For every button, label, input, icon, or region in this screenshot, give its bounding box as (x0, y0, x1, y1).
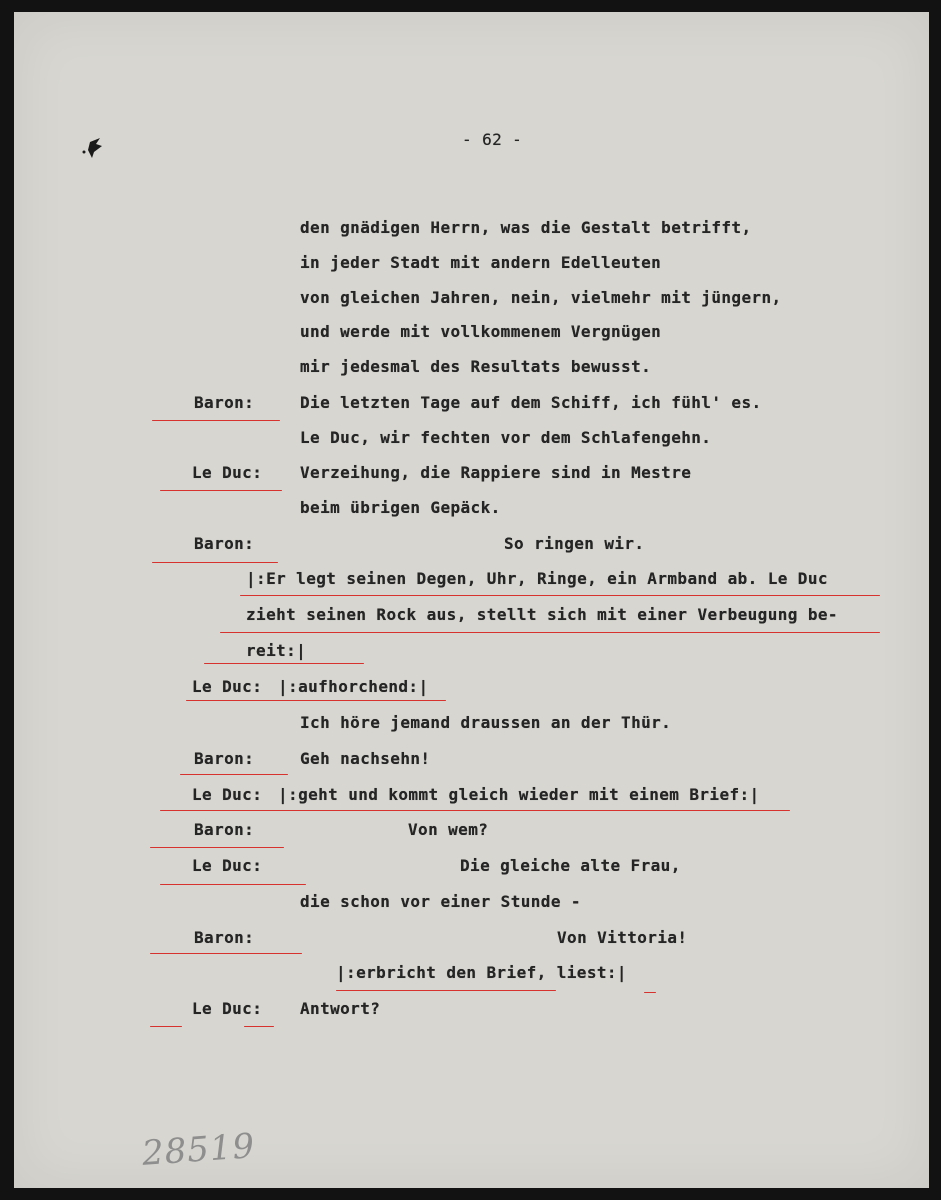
red-underline (204, 663, 364, 664)
red-underline (152, 562, 278, 563)
red-underline (644, 992, 656, 993)
script-line: die schon vor einer Stunde - (300, 892, 581, 911)
script-line: Verzeihung, die Rappiere sind in Mestre (300, 463, 692, 482)
script-line: Le Duc, wir fechten vor dem Schlafengehn. (300, 428, 712, 447)
speaker-label: Le Duc: (192, 856, 263, 875)
script-line: So ringen wir. (504, 534, 645, 553)
script-line: von gleichen Jahren, nein, vielmehr mit jüngern, (300, 288, 782, 307)
stage-direction: zieht seinen Rock aus, stellt sich mit einer Verbeugung be- (246, 605, 838, 624)
red-underline (160, 810, 790, 811)
script-line: Von Vittoria! (557, 928, 688, 947)
speaker-label: Le Duc: (192, 999, 263, 1018)
speaker-label: Baron: (194, 749, 255, 768)
speaker-label: Baron: (194, 393, 255, 412)
archive-number: 28519 (140, 1126, 257, 1174)
script-line: Geh nachsehn! (300, 749, 431, 768)
speaker-label: Baron: (194, 820, 255, 839)
script-line: Antwort? (300, 999, 381, 1018)
stage-direction: |:erbricht den Brief, liest:| (336, 963, 627, 982)
speaker-label: Le Duc: (192, 785, 263, 804)
script-line: Von wem? (408, 820, 489, 839)
script-line: und werde mit vollkommenem Vergnügen (300, 322, 662, 341)
stage-direction: |:aufhorchend:| (278, 677, 429, 696)
red-underline (150, 847, 284, 848)
red-underline (244, 1026, 274, 1027)
speaker-label: Baron: (194, 534, 255, 553)
red-underline (240, 595, 880, 596)
red-underline (150, 1026, 182, 1027)
page-number: - 62 - (462, 130, 523, 149)
red-underline (186, 700, 446, 701)
typewritten-page (14, 12, 929, 1188)
script-line: beim übrigen Gepäck. (300, 498, 501, 517)
script-line: Die letzten Tage auf dem Schiff, ich fühl' es. (300, 393, 762, 412)
speaker-label: Le Duc: (192, 463, 263, 482)
red-underline (336, 990, 556, 991)
red-underline (160, 884, 306, 885)
red-underline (160, 490, 282, 491)
red-underline (150, 953, 302, 954)
stage-direction: |:Er legt seinen Degen, Uhr, Ringe, ein Armband ab. Le Duc (246, 569, 828, 588)
red-underline (152, 420, 280, 421)
script-line: Ich höre jemand draussen an der Thür. (300, 713, 672, 732)
script-line: in jeder Stadt mit andern Edelleuten (300, 253, 662, 272)
script-line: den gnädigen Herrn, was die Gestalt betrifft, (300, 218, 752, 237)
speaker-label: Le Duc: (192, 677, 263, 696)
stage-direction: |:geht und kommt gleich wieder mit einem Brief:| (278, 785, 760, 804)
script-line: mir jedesmal des Resultats bewusst. (300, 357, 652, 376)
red-underline (220, 632, 880, 633)
ink-mark-icon (72, 130, 112, 170)
script-line: Die gleiche alte Frau, (460, 856, 681, 875)
speaker-label: Baron: (194, 928, 255, 947)
red-underline (180, 774, 288, 775)
stage-direction: reit:| (246, 641, 307, 660)
